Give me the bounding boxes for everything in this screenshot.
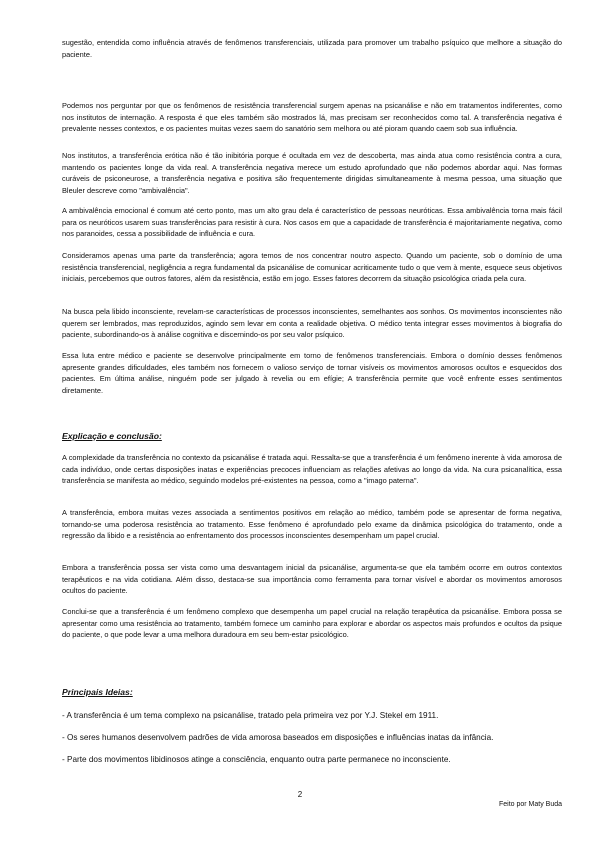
- page-number: 2: [297, 790, 303, 799]
- paragraph: sugestão, entendida como influência através de fenômenos transferenciais, utilizada para promover um trabalho psíquico que melhore a situação do paciente.: [62, 38, 562, 59]
- list-item: - A transferência é um tema complexo na psicanálise, tratado pela primeira vez por Y.J. Stekel em 1911.: [62, 711, 439, 720]
- list-item: - Os seres humanos desenvolvem padrões de vida amorosa baseados em disposições e influências inatas da infância.: [62, 733, 494, 742]
- paragraph: A complexidade da transferência no contexto da psicanálise é tratada aqui. Ressalta-se que a transferência é um fenômeno inerente à vida amorosa de cada indivíduo, onde certas disposições inatas e experiências precoces influenciam as relações afetivas ao longo da vida. Na cura psicanalítica, essa transferência se manifesta ao médico, seguindo modelos pré-existentes na pessoa, como a "imago paterna".: [62, 453, 562, 486]
- paragraph: Na busca pela libido inconsciente, revelam-se características de processos inconscientes, semelhantes aos sonhos. Os movimentos inconscientes não querem ser lembrados, mas reproduzidos, agindo sem levar em conta a realidade objetiva. O médico tenta integrar esses movimentos à biografia do paciente, subordinando-os à análise cognitiva e discernindo-os por seu valor psíquico.: [62, 307, 562, 340]
- paragraph: A transferência, embora muitas vezes associada a sentimentos positivos em relação ao médico, também pode se apresentar de forma negativa, tornando-se uma poderosa resistência ao tratamento. Esse fenômeno é aprofundado pelo exame da dinâmica psicológica do tratamento, onde a regressão da libido e a resistência ao enfrentamento dos processos inconscientes desempenham um papel crucial.: [62, 508, 562, 541]
- paragraph: Consideramos apenas uma parte da transferência; agora temos de nos concentrar noutro aspecto. Quando um paciente, sob o domínio de uma resistência transferencial, negligência a regra fundamental da psicanálise de comunicar acriticamente tudo o que vem à mente, esquece seus objetivos iniciais, percebemos que outros fatores, além da resistência, estão em jogo. Esses fatores decorrem da situação psicológica criada pela cura.: [62, 251, 562, 284]
- paragraph: Essa luta entre médico e paciente se desenvolve principalmente em torno de fenômenos transferenciais. Embora o domínio desses fenômenos apresente grandes dificuldades, eles também nos fornecem o valioso serviço de tornar visíveis os movimentos amorosos ocultos e esquecidos dos pacientes. Em última análise, ninguém pode ser julgado à revelia ou em efígie; A transferência permite que você enfrente esses sentimentos diretamente.: [62, 351, 562, 395]
- section-heading-explicacao: Explicação e conclusão:: [62, 431, 162, 441]
- paragraph: Embora a transferência possa ser vista como uma desvantagem inicial da psicanálise, argumenta-se que ela também ocorre em outros contextos terapêuticos e na vida cotidiana. Além disso, destaca-se sua importância como ferramenta para tornar visível e abordar os movimentos amorosos ocultos do paciente.: [62, 563, 562, 596]
- section-heading-principais-ideias: Principais Ideias:: [62, 687, 133, 697]
- paragraph: Nos institutos, a transferência erótica não é tão inibitória porque é ocultada em vez de descoberta, mas ainda atua como resistência contra a cura, mantendo os pacientes longe da vida real. A transferência negativa merece um estudo aprofundado que não podemos abordar aqui. Nas formas curáveis de psiconeurose, a transferência negativa e positiva são frequentemente dirigidas simultaneamente à mesma pessoa, uma situação que Bleuler descreve como "ambivalência".: [62, 151, 562, 195]
- paragraph: Conclui-se que a transferência é um fenômeno complexo que desempenha um papel crucial na relação terapêutica da psicanálise. Embora possa se apresentar como uma resistência ao tratamento, também fornece um caminho para explorar e abordar os aspectos mais profundos e ocultos da psique do paciente, o que pode levar a uma melhora duradoura em seu bem-estar psicológico.: [62, 607, 562, 640]
- paragraph: A ambivalência emocional é comum até certo ponto, mas um alto grau dela é característico de pessoas neuróticas. Essa ambivalência torna mais fácil para os neuróticos usarem suas transferências para resistir à cura. Nos casos em que a capacidade de transferência é majoritariamente negativa, como nos paranoides, cessa a possibilidade de influência e cura.: [62, 206, 562, 239]
- paragraph: Podemos nos perguntar por que os fenômenos de resistência transferencial surgem apenas na psicanálise e não em tratamentos indiferentes, como nos institutos de internação. A resposta é que eles também são mostrados lá, mas precisam ser reconhecidos como tal. A transferência negativa é prevalente nesses contextos, e os pacientes muitas vezes saem do sanatório sem melhora ou até pioram quando caem sob sua influência.: [62, 101, 562, 134]
- footer-credit: Feito por Maty Buda: [498, 801, 562, 808]
- list-item: - Parte dos movimentos libidinosos atinge a consciência, enquanto outra parte permanece no inconsciente.: [62, 755, 451, 764]
